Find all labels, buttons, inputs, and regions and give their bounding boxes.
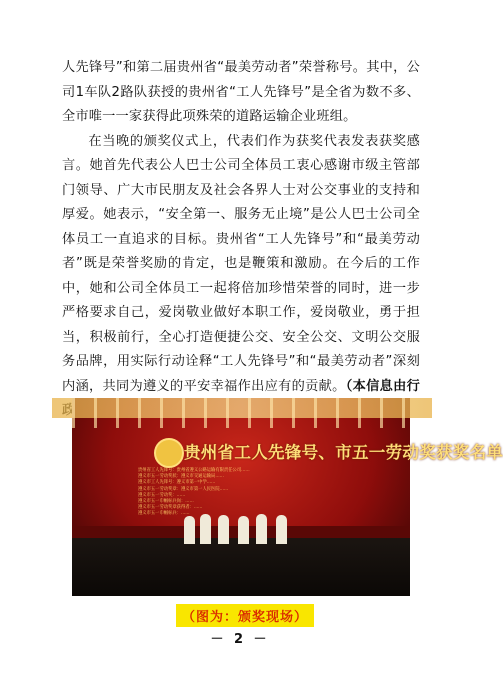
backdrop-board-title: 贵州省工人先锋号、市五一劳动奖获奖名单: [184, 443, 503, 462]
awardee-figure: [200, 514, 211, 544]
article-credit: （本信息由行: [345, 378, 420, 394]
article-paragraph-2: [62, 130, 420, 424]
award-ceremony-photo: [72, 398, 503, 596]
awardee-figure: [238, 516, 249, 544]
award-list-line: 贵州省工人先锋号：贵州省遵义公路运输有限责任公司……: [138, 468, 250, 473]
awardee-figure: [184, 516, 195, 544]
award-list-line: 遵义市五一劳动奖章：遵义市第一人民医院……: [138, 486, 229, 492]
stage-lights: [72, 398, 410, 428]
award-list-line: 遵义市五一劳动奖状：遵义市交通运输局……: [138, 474, 224, 480]
union-emblem-icon: [154, 438, 184, 468]
awardee-figure: [256, 514, 267, 544]
photo-caption: （图为：颁奖现场）: [176, 604, 314, 627]
page-number: － 2 －: [210, 632, 270, 647]
article-paragraph-1: 人先锋号”和第二届贵州省“最美劳动者”荣誉称号。其中，公司1车队2路队获授的贵州省“工人先锋号”是全省为数不多、全市唯一一家获得此项殊荣的道路运输企业班组。: [62, 60, 420, 124]
article-paragraph-2-text: 在当晚的颁奖仪式上，代表们作为获奖代表发表获奖感言。她首先代表公人巴士公司全体员工衷心感谢市级主管部门领导、广大市民朋友及社会各界人士对公交事业的支持和厚爱。她表示，“安全第一、服务无止境”是公人巴士公司全体员工一直追求的目标。贵州省“工人先锋号”和“最美劳动者”既是荣誉奖励的肯定，也是鞭策和激励。在今后的工作中，她和公司全体员工一起将倍加珍惜荣誉的同时，进一步严格要求自己，爱岗敬业做好本职工作，爱岗敬业，勇于担当，积极前行，全心打造便捷公交、安全公交、文明公交服务品牌，用实际行动诠释“工人先锋号”和“最美劳动者”深刻内涵，共同为遵义的平安幸福作出应有的贡献。: [62, 133, 420, 394]
article-body: [62, 56, 420, 424]
award-list-line: 遵义市五一劳动奖章获得者：……: [138, 505, 203, 511]
award-list-line: 遵义市工人先锋号：遵义市第一中学……: [138, 480, 216, 486]
awardee-figure: [276, 515, 287, 544]
audience-crowd: [72, 538, 410, 596]
awardee-figure: [218, 515, 229, 544]
award-list-line: 遵义市五一巾帼标兵岗：……: [138, 499, 194, 505]
award-list-line: 遵义市五一劳动奖：……: [138, 492, 186, 498]
award-list-line: 遵义市五一巾帼标兵：……: [138, 511, 190, 517]
